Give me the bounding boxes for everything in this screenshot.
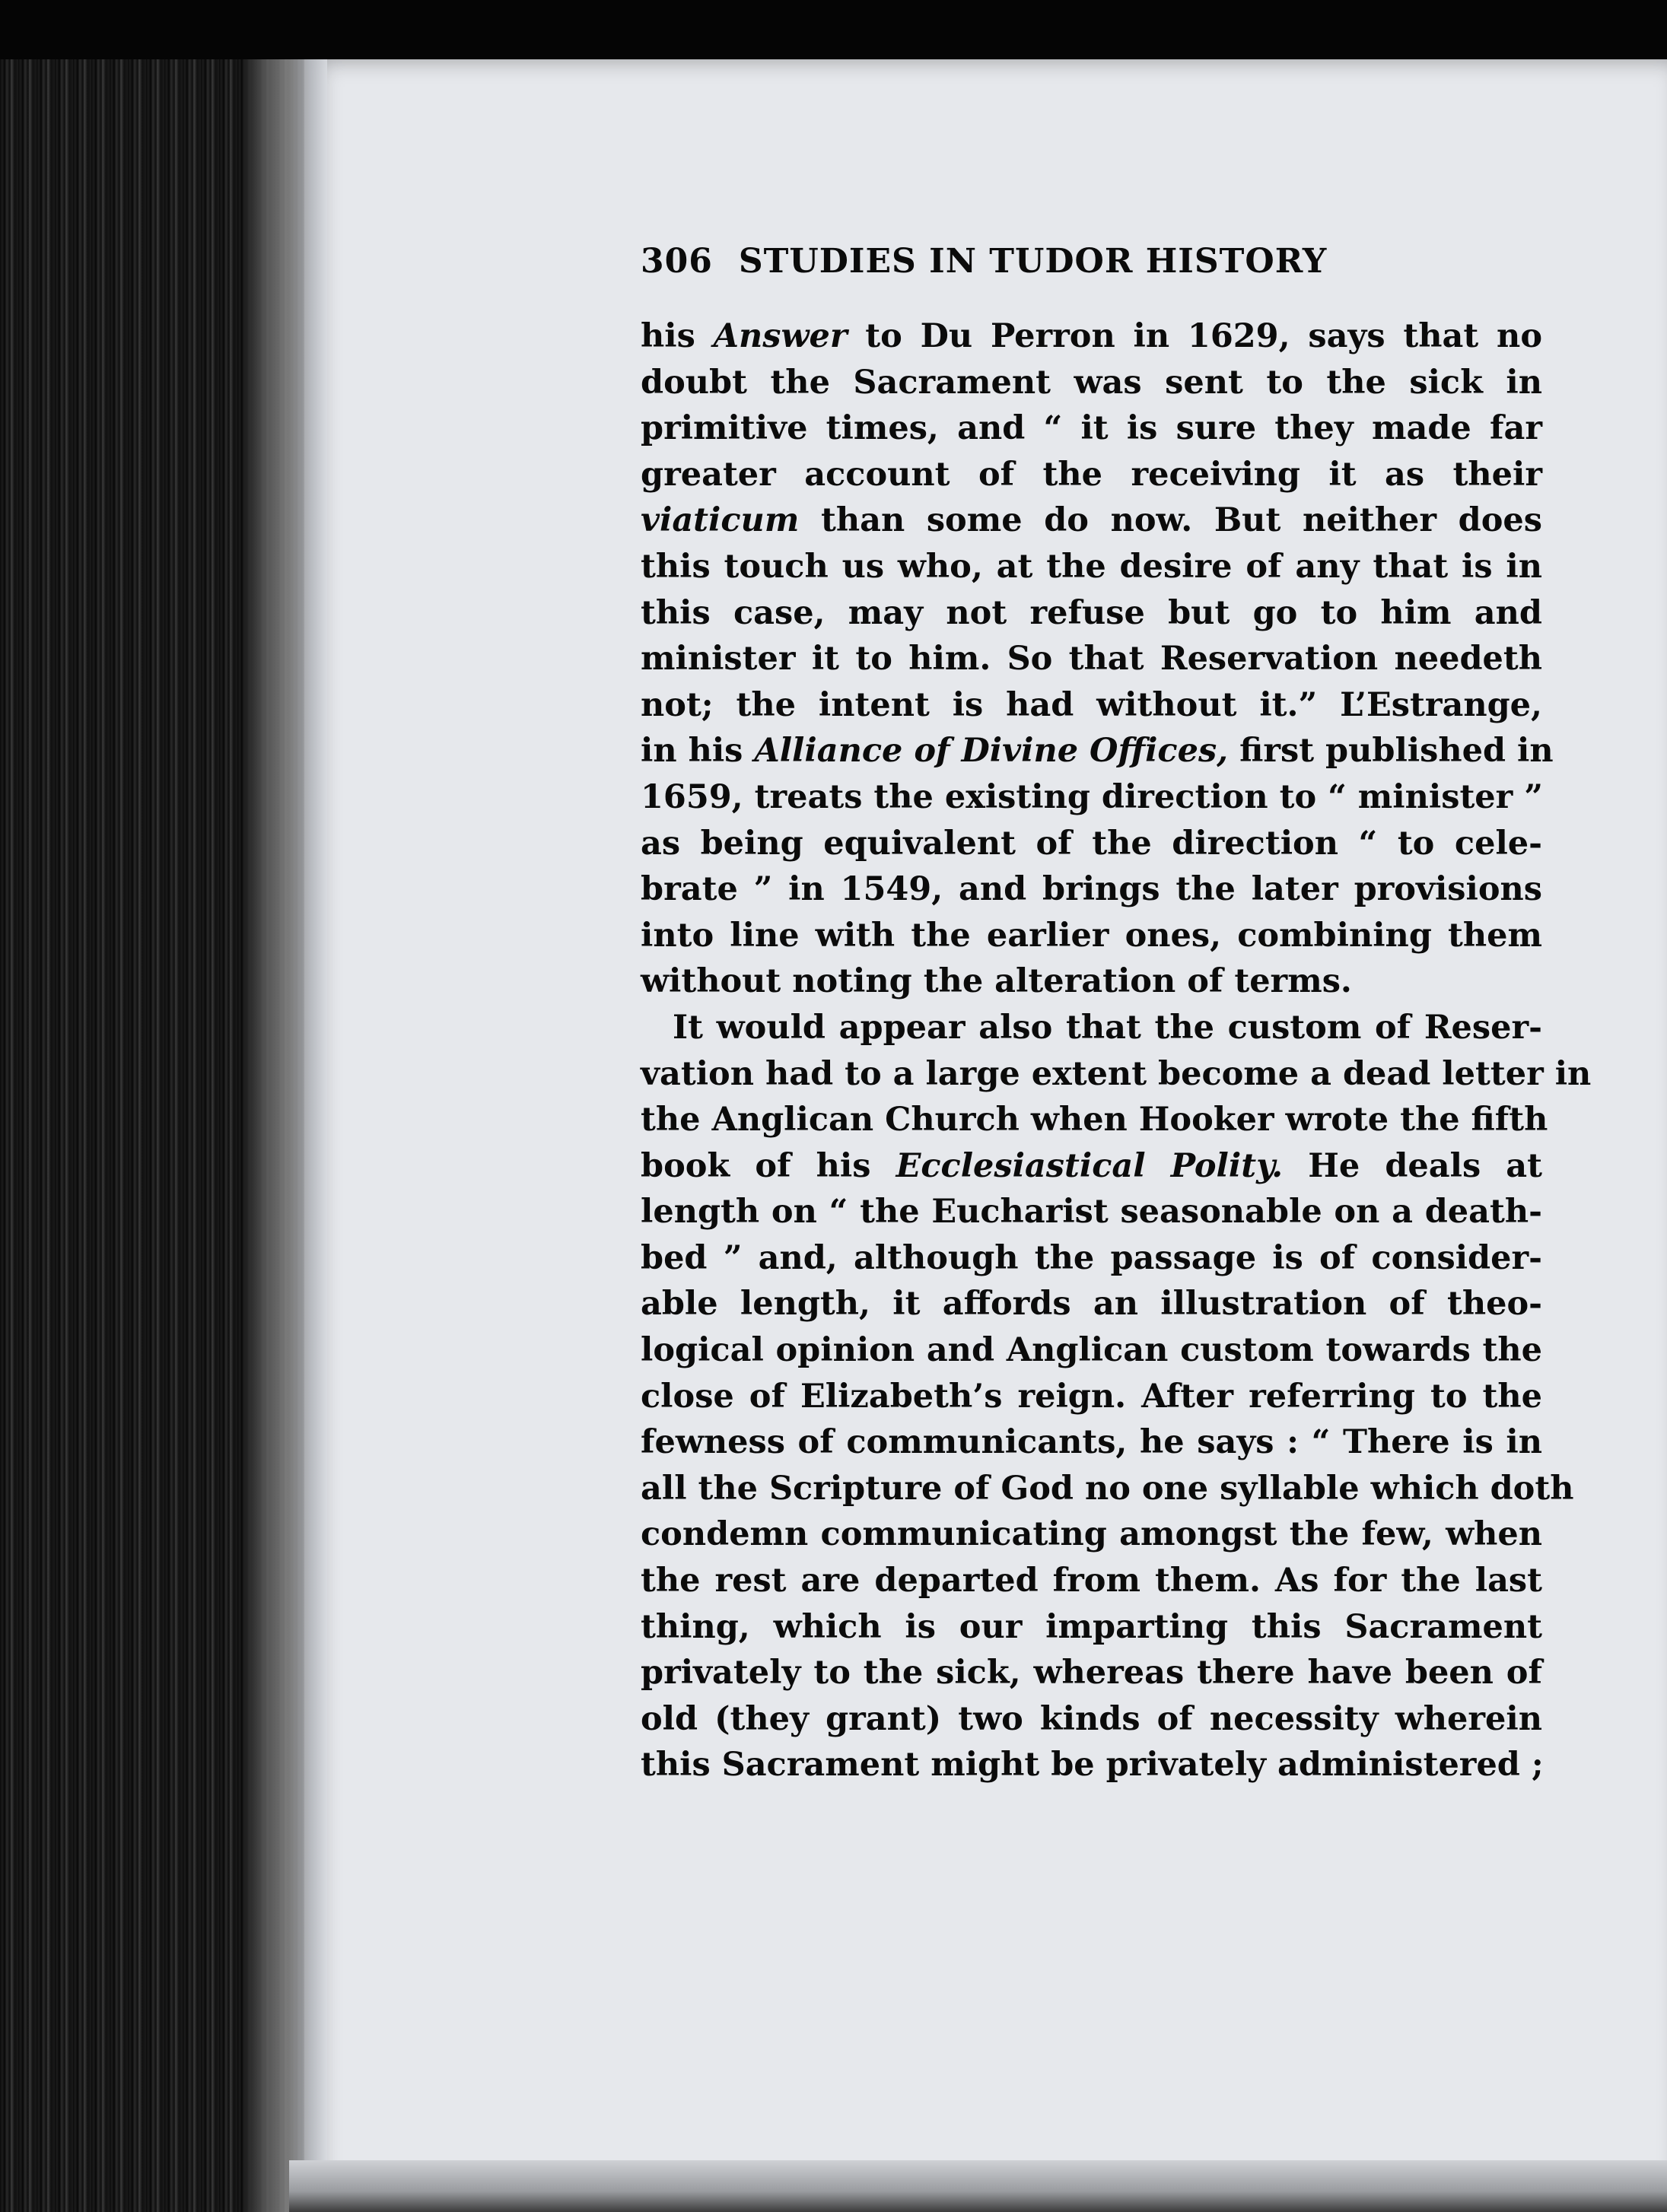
text-line: bed ” and, although the passage is of consider- [641,1238,1542,1277]
text-line: vation had to a large extent become a dead letter in [641,1054,1592,1093]
page-number: 306 [641,242,713,281]
text-line: length on “ the Eucharist seasonable on a death- [641,1193,1542,1232]
text-line: doubt the Sacrament was sent to the sick in [641,363,1542,402]
text-line: primitive times, and “ it is sure they made far [641,409,1542,448]
body-text [641,313,1592,1788]
text-line: all the Scripture of God no one syllable which doth [641,1469,1574,1508]
text-line: without noting the alteration of terms. [641,962,1352,1001]
text-line: the rest are departed from them. As for the last [641,1562,1542,1600]
text-line: thing, which is our imparting this Sacrament [641,1607,1542,1646]
text-line: minister it to him. So that Reservation needeth [641,640,1542,679]
page-bottom-edge [289,2160,1667,2212]
text-line: as being equivalent of the direction “ to cele- [641,824,1542,863]
text-line: this Sacrament might be privately administered ; [641,1746,1544,1785]
running-head [641,242,1542,295]
scan-top-border [0,0,1667,59]
text-line: book of his Ecclesiastical Polity. He deals at [641,1146,1543,1185]
text-line: his Answer to Du Perron in 1629, says that no [641,317,1543,355]
text-line: old (they grant) two kinds of necessity wherein [641,1699,1542,1738]
text-line: logical opinion and Anglican custom towards the [641,1331,1542,1370]
text-line: this case, may not refuse but go to him and [641,593,1542,632]
text-line: this touch us who, at the desire of any that is in [641,547,1542,586]
text-line: 1659, treats the existing direction to “ minister ” [641,777,1544,816]
page-gutter-edge [243,59,327,2212]
text-line: viaticum than some do now. But neither does [641,501,1542,540]
text-line: the Anglican Church when Hooker wrote the fifth [641,1101,1548,1139]
text-line: It would appear also that the custom of Reser- [673,1008,1542,1047]
text-line: greater account of the receiving it as their [641,455,1542,494]
text-line: privately to the sick, whereas there have been of [641,1654,1542,1692]
running-head-title: STUDIES IN TUDOR HISTORY [738,242,1328,281]
text-line: close of Elizabeth’s reign. After referring to the [641,1377,1542,1416]
text-line: not; the intent is had without it.” L’Estrange, [641,685,1542,724]
text-line: in his Alliance of Divine Offices, first published in [641,732,1554,771]
text-line: brate ” in 1549, and brings the later provisions [641,870,1542,909]
text-line: able length, it affords an illustration of theo- [641,1285,1542,1324]
text-line: fewness of communicants, he says : “ There is in [641,1423,1542,1462]
text-line: condemn communicating amongst the few, when [641,1515,1542,1554]
text-line: into line with the earlier ones, combining them [641,916,1542,955]
